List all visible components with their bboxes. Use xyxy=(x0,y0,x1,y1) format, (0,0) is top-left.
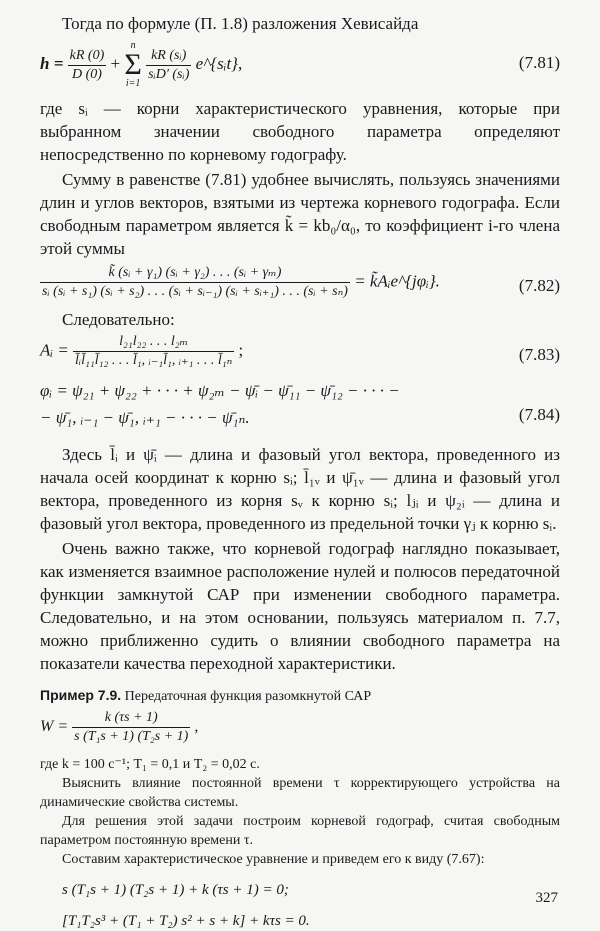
fraction: $\frac{k (\tau s + 1)}{\text{s (T₁s + 1) (T₂s + 1)}}$ xyxy=(74,710,189,744)
fraction: $\frac{\text{kR (sᵢ)}}{\text{sᵢD′ (sᵢ)}}$ xyxy=(148,47,190,82)
example-heading: Пример 7.9. Передаточная функция разомкнутой САР xyxy=(40,687,372,704)
example-task: Выяснить влияние постоянной времени τ корректирующего устройства на динамические свойства системы. xyxy=(40,776,560,810)
paragraph-intro: Тогда по формуле (П. 1.8) разложения Хевисайда xyxy=(62,14,419,33)
equation-transfer-function: W = $\frac{k (\tau s + 1)}{\text{s (T₁s + 1) (T₂s + 1)}}$ , xyxy=(40,710,199,744)
example-equation-2: [T₁T₂s³ + (T₁ + T₂) s² + s + k] + kτs = 0. xyxy=(62,913,310,929)
example-approach: Для решения этой задачи построим корневой годограф, считая свободным параметром постоянную времени τ. xyxy=(40,814,560,848)
example-params: где k = 100 с⁻¹; T₁ = 0,1 и T₂ = 0,02 с. xyxy=(40,757,260,772)
fraction: k̃ (sᵢ + γ₁) (sᵢ + γ₂) . . . (sᵢ + γₘ) sᵢ (sᵢ + s₁) (sᵢ + s₂) . . . (sᵢ + sᵢ₋₁) (sᵢ + sᵢ₊₁) . . . (sᵢ + sₙ) xyxy=(42,265,348,299)
fraction: $\frac{\text{l₂₁l₂₂ . . . l₂ₘ}}{\text{l̄ᵢl̄₁₁l̄₁₂ . . . l̄₁, ᵢ₋₁l̄₁, ᵢ₊₁ . . . l̄₁ₙ}}$ xyxy=(75,334,233,368)
paragraph-definitions: Здесь l̄ᵢ и ψ̄ᵢ — длина и фазовый угол вектора, проведенного из начала осей координат к корню sᵢ; l̄₁ᵥ и ψ̄₁ᵥ — длина и фазовый угол вектора, проведенного из корня sᵥ к корню sᵢ; lⱼᵢ и ψ₂ᵢ — длина и фазовый угол вектора, проведенного из предельной точки γⱼ к корню sᵢ. xyxy=(40,445,560,533)
paragraph-importance: Очень важно также, что корневой годограф наглядно показывает, как изменяется взаимное расположение нулей и полюсов передаточной функции замкнутой САР при изменении свободного параметра. Следовательно, и на этом основании, пользуясь материалом п. 7.7, можно приближенно судить о влиянии свободного параметра на показатели качества переходной характеристики. xyxy=(40,539,560,673)
equation-number: (7.81) xyxy=(518,53,560,72)
equation-number: (7.82) xyxy=(518,276,560,295)
paragraph-roots: где sᵢ — корни характеристического уравнения, которые при выбранном значении свободного параметра определяют непосредственно по корневому годографу. xyxy=(40,99,560,164)
fraction: $\frac{kR (0)}{D (0)}$ xyxy=(69,47,105,82)
example-equation-1: s (T₁s + 1) (T₂s + 1) + k (τs + 1) = 0; xyxy=(62,882,289,898)
equation-number: (7.83) xyxy=(518,345,560,364)
page-content xyxy=(40,12,560,931)
equation-7-83: Aᵢ = $\frac{\text{l₂₁l₂₂ . . . l₂ₘ}}{\text{l̄ᵢl̄₁₁l̄₁₂ . . . l̄₁, ᵢ₋₁l̄₁, ᵢ₊₁ . . . l̄₁ₙ}}$ ; (7.83) xyxy=(40,334,560,368)
example-equation-intro: Составим характеристическое уравнение и приведем его к виду (7.67): xyxy=(62,852,485,867)
equation-number: (7.84) xyxy=(518,405,560,424)
equation-7-84: φᵢ = ψ₂₁ + ψ₂₂ + · · · + ψ₂ₘ − ψ̄ᵢ − ψ̄₁₁ − ψ̄₁₂ − · · · − − ψ̄₁, ᵢ₋₁ − ψ̄₁, ᵢ₊₁ − · · · − ψ̄₁ₙ. (7.84) xyxy=(40,381,560,427)
eq-lhs: h = xyxy=(40,53,64,73)
equation-7-81: h = $\frac{kR (0)}{D (0)}$ + n Σ i=1 $\frac{\text{kR (sᵢ)}}{\text{sᵢD′ (sᵢ)}}$ e^{sᵢt}, (7.81) xyxy=(40,40,560,89)
equation-7-82: k̃ (sᵢ + γ₁) (sᵢ + γ₂) . . . (sᵢ + γₘ) sᵢ (sᵢ + s₁) (sᵢ + s₂) . . . (sᵢ + sᵢ₋₁) (sᵢ + sᵢ₊₁) . . . (sᵢ + sₙ) = k̃Aᵢe^{jφᵢ}. (7.82) xyxy=(42,265,560,299)
paragraph-therefore: Следовательно: xyxy=(62,310,175,329)
sum-symbol: n Σ i=1 xyxy=(124,40,142,89)
paragraph-sum: Сумму в равенстве (7.81) удобнее вычислять, пользуясь значениями длин и углов векторов, взятыми из чертежа корневого годографа. Если свободным параметром является k̃ = kb₀/α₀, то коэффициент i-го члена этой суммы xyxy=(40,170,560,258)
page-number: 327 xyxy=(535,890,558,906)
